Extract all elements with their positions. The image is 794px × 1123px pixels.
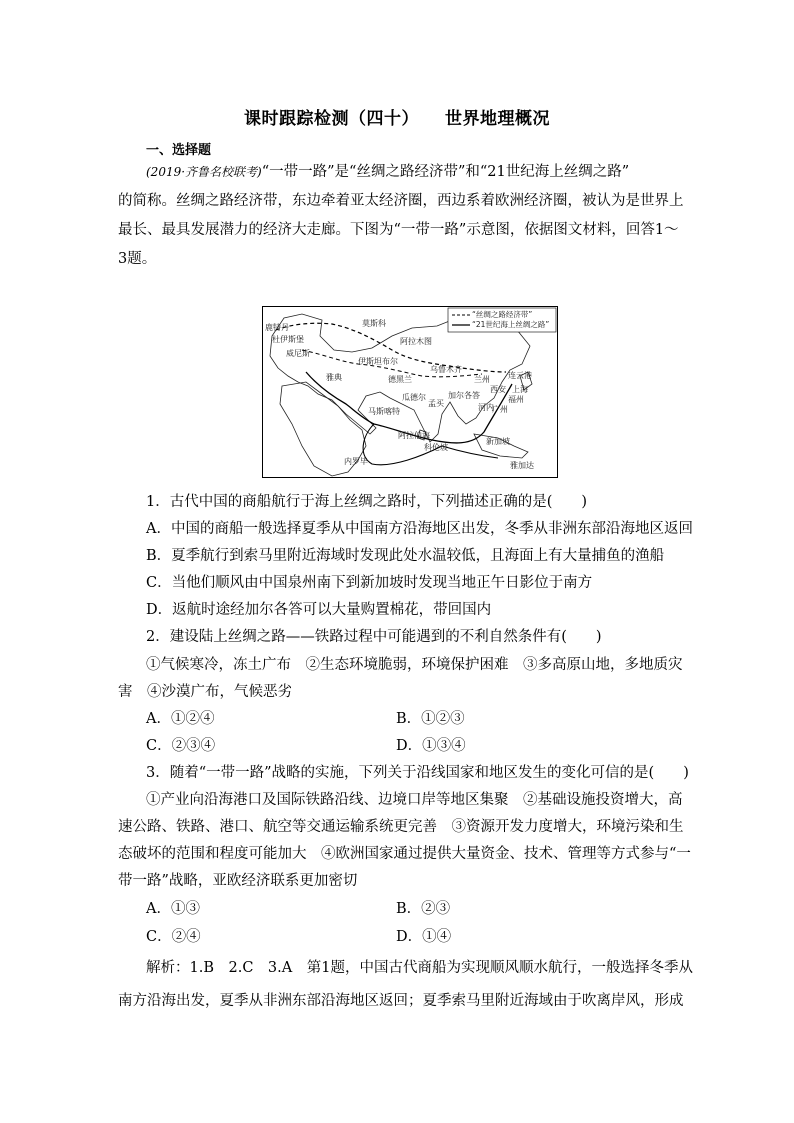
title-main: 课时跟踪检测（四十） [244, 109, 419, 129]
place-arabian-sea: 阿拉伯海 [398, 431, 430, 440]
place-rotterdam: 鹿特丹 [265, 323, 289, 332]
q2-stem: 2．建设陆上丝绸之路——铁路过程中可能遇到的不利自然条件有( ) [146, 629, 602, 645]
q1-option-d: D．返航时途经加尔各答可以大量购置棉花，带回国内 [146, 602, 492, 618]
intro-line-4: 3题。 [118, 251, 157, 267]
place-muscat: 马斯喀特 [368, 407, 400, 416]
q2-line-1: ①气候寒冷，冻土广布 ②生态环境脆弱，环境保护困难 ③多高原山地，多地质灾 [146, 657, 683, 673]
place-hanoi: 河内 [478, 403, 494, 412]
place-shanghai: 上海 [512, 385, 528, 394]
q1-stem: 1．古代中国的商船航行于海上丝绸之路时，下列描述正确的是( ) [146, 494, 588, 510]
place-duisburg: 杜伊斯堡 [272, 335, 304, 344]
place-singapore: 新加坡 [486, 437, 510, 446]
q2-option-a: A．①②④ [146, 711, 215, 727]
title-sub: 世界地理概况 [445, 109, 550, 129]
q3-option-c: C．②④ [146, 929, 201, 945]
place-lanzhou: 兰州 [474, 375, 490, 384]
q3-line-3: 态破坏的范围和程度可能加大 ④欧洲国家通过提供大量资金、技术、管理等方式参与“一 [118, 846, 691, 862]
intro-line-3: 最长、最具发展潜力的经济大走廊。下图为“一带一路”示意图，依据图文材料，回答1～ [118, 222, 679, 238]
legend-land-route: “丝绸之路经济带” [472, 310, 533, 319]
q3-option-b: B．②③ [396, 901, 451, 917]
q3-option-a: A．①③ [146, 901, 200, 917]
q1-option-a: A．中国的商船一般选择夏季从中国南方沿海地区出发，冬季从非洲东部沿海地区返回 [146, 521, 693, 537]
intro-line-1: (2019·齐鲁名校联考)“一带一路”是“丝绸之路经济带”和“21世纪海上丝绸之路” [146, 164, 630, 180]
q1-option-c: C．当他们顺风由中国泉州南下到新加坡时发现当地正午日影位于南方 [146, 575, 593, 591]
q1-option-b: B．夏季航行到索马里附近海域时发现此处水温较低，且海面上有大量捕鱼的渔船 [146, 548, 665, 564]
q2-line-2: 害 ④沙漠广布，气候恶劣 [118, 684, 292, 700]
section-heading: 一、选择题 [146, 143, 212, 158]
q3-line-4: 带一路”战略，亚欧经济联系更加密切 [118, 873, 358, 889]
place-venice: 威尼斯 [286, 349, 310, 358]
q3-line-1: ①产业向沿海港口及国际铁路沿线、边境口岸等地区集聚 ②基础设施投资增大，高 [146, 792, 683, 808]
place-xian: 西安 [490, 385, 506, 394]
q2-option-d: D．①③④ [396, 738, 466, 754]
map-figure [262, 306, 558, 478]
place-gwadar: 瓜德尔 [402, 393, 426, 402]
place-moscow: 莫斯科 [362, 319, 386, 328]
place-jakarta: 雅加达 [510, 461, 534, 470]
place-athens: 雅典 [326, 373, 342, 382]
place-fuzhou: 福州 [508, 395, 524, 404]
answer-line-1: 解析：1.B 2.C 3.A 第1题，中国古代商船为实现顺风顺水航行，一般选择冬季从 [146, 960, 693, 976]
belt-road-map [262, 306, 558, 478]
answer-line-2: 南方沿海出发，夏季从非洲东部沿海地区返回；夏季索马里附近海域由于吹离岸风，形成 [118, 993, 684, 1009]
place-tehran: 德黑兰 [388, 375, 412, 384]
place-lianyungang: 连云港 [508, 371, 532, 380]
intro-line-2: 的简称。丝绸之路经济带，东边牵着亚太经济圈，西边系着欧洲经济圈，被认为是世界上 [118, 193, 684, 209]
legend-sea-route: “21世纪海上丝绸之路” [472, 320, 550, 329]
place-urumqi: 乌鲁木齐 [430, 365, 462, 374]
place-colombo: 科伦坡 [424, 443, 448, 452]
intro-source: (2019·齐鲁名校联考) [146, 165, 262, 179]
place-almaty: 阿拉木图 [400, 337, 432, 346]
place-istanbul: 伊斯坦布尔 [358, 357, 398, 366]
page-title [0, 104, 794, 129]
place-mumbai: 孟买 [428, 399, 444, 408]
intro-paragraph [118, 158, 688, 274]
place-nairobi: 内罗毕 [344, 457, 368, 466]
place-kolkata: 加尔各答 [448, 391, 480, 400]
q3-option-d: D．①④ [396, 929, 452, 945]
place-guangzhou: 广州 [492, 405, 508, 414]
q3-stem: 3．随着“一带一路”战略的实施，下列关于沿线国家和地区发生的变化可信的是( ) [146, 765, 689, 781]
q3-line-2: 速公路、铁路、港口、航空等交通运输系统更完善 ③资源开发力度增大，环境污染和生 [118, 819, 684, 835]
q2-option-b: B．①②③ [396, 711, 465, 727]
q2-option-c: C．②③④ [146, 738, 216, 754]
